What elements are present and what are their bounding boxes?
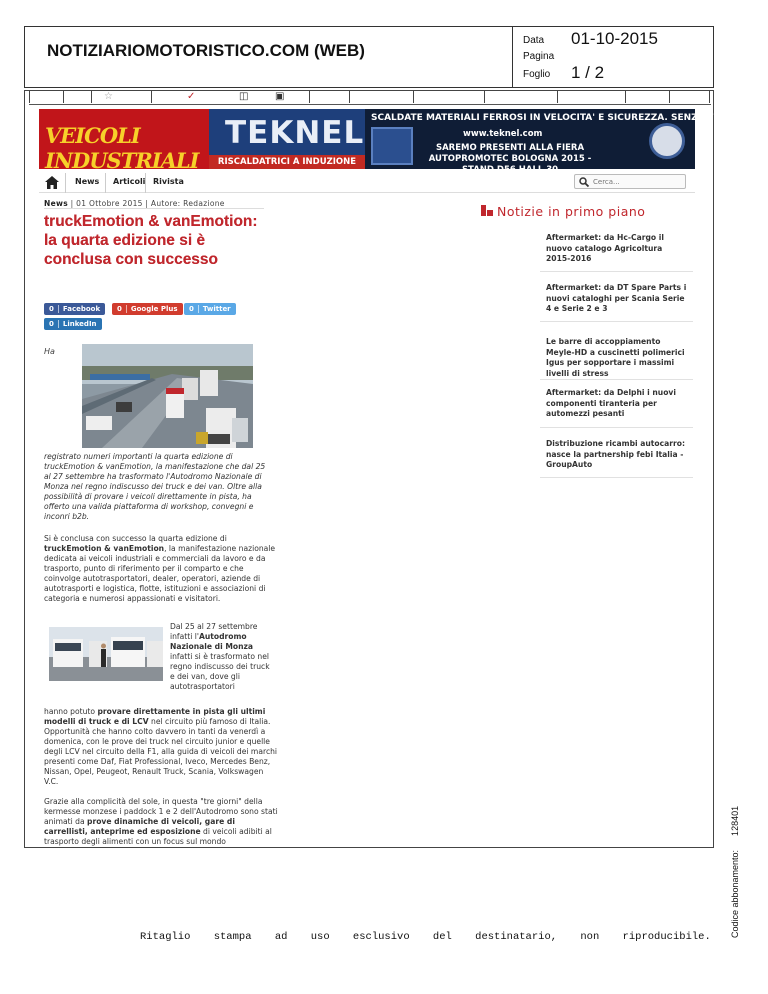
foglio-label: Foglio [523,69,551,80]
nav-item-news[interactable]: News [75,177,100,186]
google-plus-share-button[interactable]: 0 Google Plus [112,303,183,315]
machine-image [371,127,413,165]
flag-icon: ✓ [187,91,196,102]
ad-banner[interactable] [365,109,753,175]
ad-headline: SCALDATE MATERIALI FERROSI IN VELOCITA' E SICUREZZA. SENZA FIAMMA. [371,113,753,123]
print-icon: ▣ [275,91,285,102]
media-icon: ◫ [239,91,249,102]
article-paragraph-2-wrap: Dal 25 al 27 settembre infatti l'Autodromo Nazionale di Monza infatti si è trasformato nel regno indiscusso dei truck e dei van, dove gli autotrasportatori [170,622,270,691]
linkedin-share-button[interactable]: 0 LinkedIn [44,318,102,330]
nav-item-articoli[interactable]: Articoli [113,177,146,186]
lead-start: Ha [44,347,55,356]
browser-toolbar [29,91,711,105]
ad-url: www.teknel.com [463,129,543,139]
main-nav [39,173,695,193]
data-label: Data [523,35,545,46]
dial-image [649,123,685,159]
article-paragraph-1: Si è conclusa con successo la quarta edizione di truckEmotion & vanEmotion, la manifestazione nazionale dedicata ai veicoli industriali e commerciali da lavoro e da trasporto, punto di riferimento per il comparto e che coinvolge autotrasportatori, dealer, operatori, aziende di autotrasporti e logistica, flotte, istituzioni e associazioni di categoria e numerosi appassionati e visitatori. [44,534,276,603]
sidebar-heading: Notizie in primo piano [497,204,646,219]
site-logo-text: VEICOLI INDUSTRIALI [45,123,199,173]
pagina-label: Pagina [523,51,555,62]
sidebar-news-item[interactable]: Distribuzione ricambi autocarro: nasce la partnership febi Italia - GroupAuto [546,439,686,469]
article-date-author: | 01 Ottobre 2015 | Autore: Redazione [67,199,225,208]
bookmark-icon: ☆ [104,91,113,102]
clipping-footer: Ritaglio stampa ad uso esclusivo del destinatario, non riproducibile. [140,931,711,943]
article-meta [44,199,225,208]
search-box [574,174,686,189]
article-paragraph-2: hanno potuto provare direttamente in pista gli ultimi modelli di truck e di LCV nel circuito più famoso di Italia. Opportunità che hanno colto davvero in tanti da venerdì a domenica, con le prove dei truck nel circuito junior e quelle degli LCV nel circuito della F1, alla guida di veicoli dei marchi presenti come Daf, Fiat Professional, Iveco, Mercedes Benz, Nissan, Opel, Peugeot, Renault Truck, Scania, Volkswagen V.C. [44,707,278,786]
header-banner [39,109,753,175]
foglio-value: 1 / 2 [571,63,605,82]
search-input[interactable] [593,176,683,187]
article-title: truckEmotion & vanEmotion: la quarta edizione si è conclusa con successo [44,213,258,268]
article-paragraph-3: Grazie alla complicità del sole, in questa "tre giorni" della kermesse monzese i paddock 1 e 2 dell'Autodromo sono stati animati da prove dinamiche di veicoli, gare di carrellisti, anteprime ed esposizione di veicoli adibiti al trasporto degli alimenti con un focus sul mondo [44,797,278,846]
nav-item-rivista[interactable]: Rivista [153,177,184,186]
clipping-meta [512,27,715,87]
article-main-image [82,344,253,448]
clipping-header [24,26,714,88]
ad-brand-logo: TEKNEL [225,115,365,151]
article-lead: registrato numeri importanti la quarta edizione di truckEmotion & vanEmotion, la manifestazione che dal 25 al 27 settembre ha trasformato l'Autodromo Nazionale di Monza nel regno indiscusso dei truck e dei van. Oltre alla possibilità di provare i veicoli direttamente in pista, ha offerto una valida piattaforma di workshop, convegni e inconri b2b. [44,452,266,521]
ad-banner-brand[interactable] [209,109,365,169]
sidebar-news-item[interactable]: Le barre di accoppiamento Meyle-HD a cuscinetti polimerici Igus per sopportare i massimi livelli di stress [546,337,685,378]
sidebar-news-item[interactable]: Aftermarket: da DT Spare Parts i nuovi cataloghi per Scania Serie 4 e Serie 2 e 3 [546,283,687,313]
clipping-source: NOTIZIARIOMOTORISTICO.COM (WEB) [47,41,365,60]
sidebar-news-item[interactable]: Aftermarket: da Delphi i nuovi componenti tiranteria per automezzi pesanti [546,388,676,418]
trucks-image [49,627,163,681]
subscription-code: Codice abbonamento:128401 [730,805,740,938]
sidebar-news-item[interactable]: Aftermarket: da Hc-Cargo il nuovo catalogo Agricoltura 2015-2016 [546,233,664,263]
facebook-share-button[interactable]: 0 Facebook [44,303,105,315]
site-logo[interactable] [39,109,209,173]
webpage-capture [24,90,753,848]
data-value: 01-10-2015 [571,29,658,48]
ad-fair-text: SAREMO PRESENTI ALLA FIERA AUTOPROMOTEC BOLOGNA 2015 - STAND D56 HALL 30 [428,143,592,175]
news-icon [481,205,493,216]
search-icon[interactable] [579,177,589,187]
section-link[interactable]: News [44,199,68,208]
ad-brand-sub: RISCALDATRICI A INDUZIONE [209,155,365,169]
home-icon[interactable] [45,176,59,189]
twitter-share-button[interactable]: 0 Twitter [184,303,236,315]
